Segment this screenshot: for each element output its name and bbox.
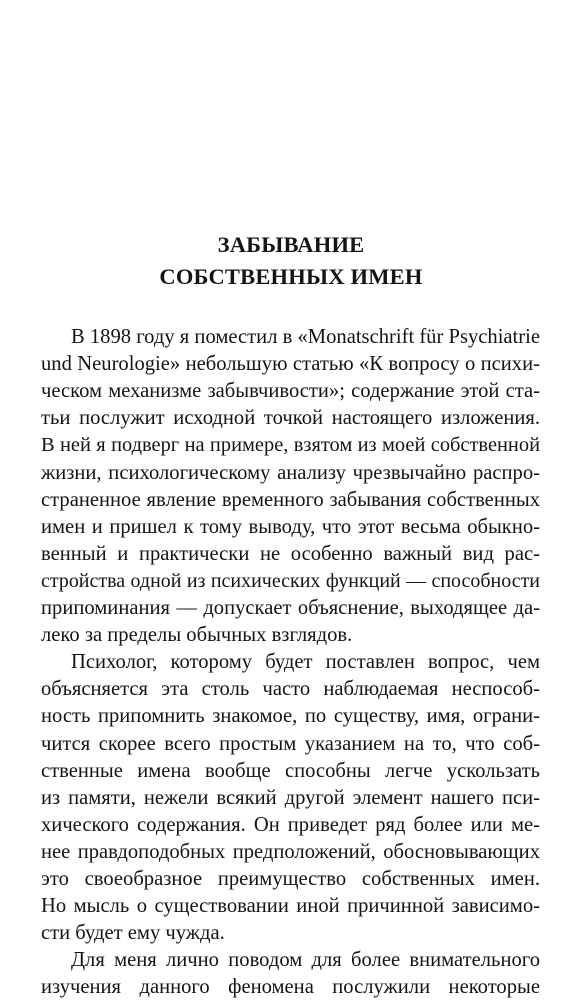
text-line: изучения данного феномена послужили некоторые bbox=[41, 976, 540, 999]
text-line: Но мысль о существовании иной причинной зависимо- bbox=[41, 895, 540, 918]
text-line: чится скорее всего простым указанием на то, что соб- bbox=[41, 732, 540, 755]
text-line: нее правдоподобных предположений, обосновывающих bbox=[41, 840, 540, 863]
text-line: сти будет ему чужда. bbox=[41, 922, 225, 945]
text-line: und Neurologie» небольшую статью «К вопросу о психи- bbox=[41, 353, 540, 376]
text-line: В ней я подверг на примере, взятом из моей собственной bbox=[41, 434, 540, 457]
text-line: ственные имена вообще способны легче ускользать bbox=[41, 759, 540, 782]
text-line: припоминания — допускает объяснение, выходящее да- bbox=[41, 597, 540, 619]
text-line: хического содержания. Он приведет ряд более или ме- bbox=[41, 813, 540, 836]
chapter-title-line-2: СОБСТВЕННЫХ ИМЕН bbox=[159, 264, 423, 289]
text-line: тьи послужит исходной точкой настоящего изложения. bbox=[41, 407, 540, 430]
text-line: объясняется эта столь часто наблюдаемая неспособ- bbox=[41, 678, 540, 701]
text-line: леко за пределы обычных взглядов. bbox=[41, 624, 353, 647]
text-line: из памяти, нежели всякий другой элемент нашего пси- bbox=[41, 786, 540, 809]
text-line: Психолог, которому будет поставлен вопрос, чем bbox=[71, 651, 540, 674]
text-line: это своеобразное преимущество собственных имен. bbox=[41, 868, 540, 890]
text-line: венный и практически не особенно важный вид рас- bbox=[41, 542, 540, 565]
text-line: Для меня лично поводом для более внимательного bbox=[71, 949, 540, 972]
text-line: ность припомнить знакомое, по существу, имя, ограни- bbox=[41, 705, 540, 728]
text-line: В 1898 году я поместил в «Monatschrift für Psychiatrie bbox=[71, 326, 540, 348]
text-line: жизни, психологическому анализу чрезвычайно распро- bbox=[41, 461, 540, 484]
text-line: стройства одной из психических функций — способности bbox=[41, 569, 540, 592]
text-line: ческом механизме забывчивости»; содержание этой ста- bbox=[41, 380, 540, 403]
chapter-title-line-1: ЗАБЫВАНИЕ bbox=[217, 232, 365, 257]
text-line: имен и пришел к тому выводу, что этот весьма обыкно- bbox=[41, 515, 540, 538]
text-line: страненное явление временного забывания собственных bbox=[41, 488, 540, 511]
